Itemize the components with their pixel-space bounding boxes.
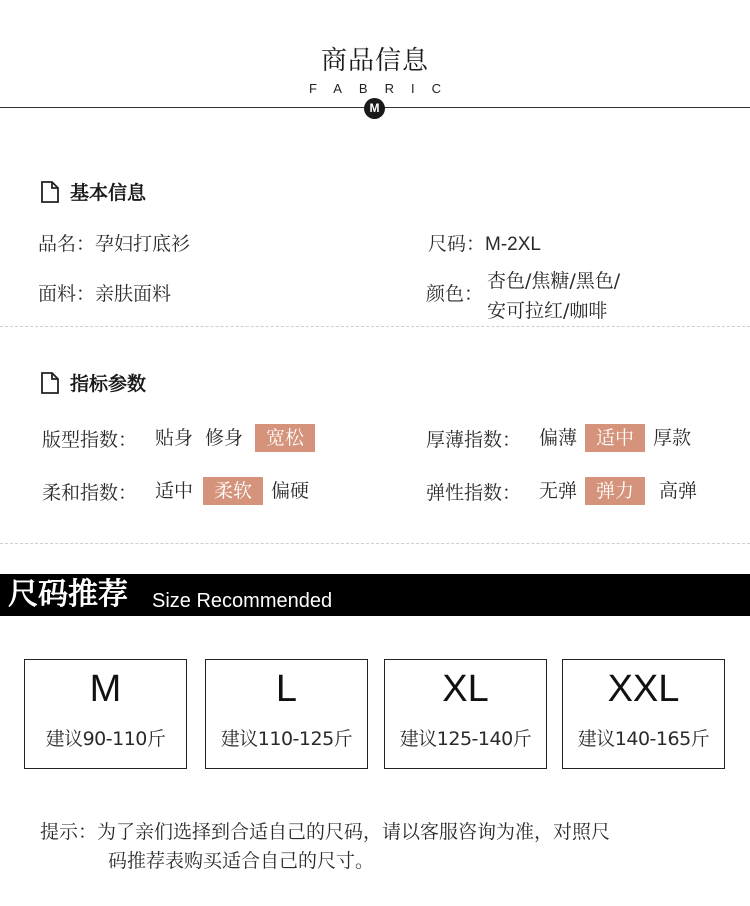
elasticity-index-row — [426, 477, 709, 505]
size-label: XXL — [607, 668, 680, 710]
product-name-label: 品名： — [38, 233, 96, 255]
elasticity-option-selected: 弹力 — [585, 477, 645, 505]
size-label: M — [89, 668, 122, 710]
size-banner-title-cn: 尺码推荐 — [8, 577, 128, 612]
softness-option-selected: 柔软 — [203, 477, 263, 505]
color-value-line1: 杏色/焦糖/黑色/ — [487, 270, 621, 292]
fit-option-selected: 宽松 — [255, 424, 315, 452]
size-range-row — [428, 229, 541, 256]
thickness-option: 偏薄 — [539, 427, 578, 449]
size-weight: 建议140-165斤 — [577, 728, 710, 750]
product-name-value: 孕妇打底衫 — [95, 233, 191, 255]
document-icon — [40, 181, 60, 203]
size-label: XL — [442, 668, 489, 710]
size-card-xxl — [562, 659, 725, 769]
fabric-value: 亲肤面料 — [95, 283, 172, 305]
size-card-xl — [384, 659, 547, 769]
size-weight: 建议110-125斤 — [220, 728, 353, 750]
elasticity-option: 无弹 — [539, 480, 578, 502]
thickness-option-selected: 适中 — [585, 424, 645, 452]
size-weight: 建议90-110斤 — [45, 728, 166, 750]
section-divider — [0, 543, 750, 544]
basic-info-title: 基本信息 — [70, 182, 147, 204]
fabric-row — [38, 279, 171, 306]
softness-option: 适中 — [155, 480, 194, 502]
fit-index-row — [42, 424, 323, 452]
color-value-line2: 安可拉红/咖啡 — [487, 300, 608, 322]
section-divider — [0, 326, 750, 327]
size-card-m — [24, 659, 187, 769]
fit-option: 贴身 — [155, 427, 194, 449]
elasticity-option: 高弹 — [659, 480, 698, 502]
page-title: 商品信息 — [320, 46, 429, 76]
page-subtitle: FABRIC — [309, 81, 458, 96]
thickness-index-label: 厚薄指数： — [426, 428, 522, 451]
size-weight: 建议125-140斤 — [399, 728, 532, 750]
size-label: L — [275, 668, 298, 710]
indices-heading — [40, 369, 146, 396]
size-tip-line2: 码推荐表购买适合自己的尺寸。 — [108, 850, 375, 872]
product-name-row — [38, 229, 190, 256]
thickness-index-row — [426, 424, 703, 452]
size-banner-title-en: Size Recommended — [152, 590, 333, 612]
basic-info-heading — [40, 178, 146, 205]
size-tip-line1: 提示：为了亲们选择到合适自己的尺码，请以客服咨询为准，对照尺 — [40, 821, 611, 843]
document-icon — [40, 372, 60, 394]
elasticity-index-label: 弹性指数： — [426, 481, 522, 504]
header-badge: M — [364, 98, 385, 119]
size-card-l — [205, 659, 368, 769]
thickness-option: 厚款 — [653, 427, 692, 449]
softness-index-label: 柔和指数： — [42, 481, 138, 504]
softness-option: 偏硬 — [271, 480, 310, 502]
size-range-label: 尺码： — [428, 233, 486, 255]
fit-option: 修身 — [205, 427, 244, 449]
fabric-label: 面料： — [38, 283, 96, 305]
color-label: 颜色： — [426, 283, 484, 305]
size-range-value: M-2XL — [485, 234, 541, 255]
fit-index-label: 版型指数： — [42, 428, 138, 451]
indices-title: 指标参数 — [70, 373, 147, 395]
softness-index-row — [42, 477, 321, 505]
